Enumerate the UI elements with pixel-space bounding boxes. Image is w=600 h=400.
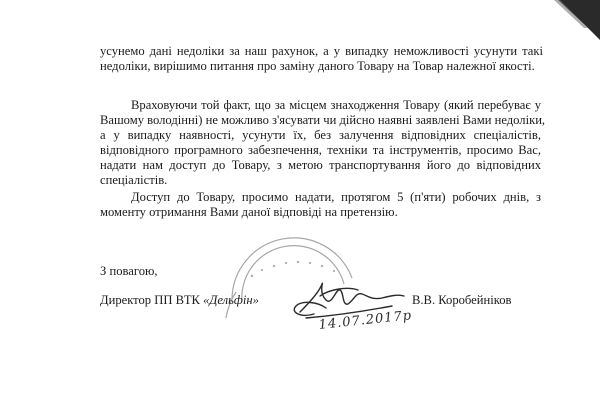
paragraph-1-line-2: недоліки, вирішимо питання про заміну даного Товару на Товар належної якості. — [100, 59, 535, 73]
company-name: «Дельфін» — [203, 293, 259, 307]
closing-phrase: З повагою, — [100, 264, 158, 278]
handwritten-date: 14.07.2017р — [318, 308, 413, 333]
paragraph-3-line-2: моменту отримання Вами даної відповіді на претензію. — [100, 205, 398, 219]
paragraph-3-line-1: Доступ до Товару, просимо надати, протягом 5 (п'яти) робочих днів, з — [131, 190, 541, 204]
director-position-text: Директор ПП ВТК — [100, 293, 200, 307]
director-name: В.В. Коробейніков — [412, 293, 512, 307]
paragraph-2-line-1: Враховуючи той факт, що за місцем знаходження Товару (який перебуває у — [131, 98, 541, 112]
paragraph-2-line-3: а у випадку наявності, усунути їх, без залучення відповідних спеціалістів, — [100, 128, 541, 142]
paragraph-2-line-6: спеціалістів. — [100, 173, 168, 187]
paragraph-2-line-2: Вашому володінні) не можливо з'ясувати чи дійсно наявні заявлені Вами недоліки, — [100, 113, 546, 127]
paragraph-1-line-1: усунемо дані недоліки за наш рахунок, а у випадку неможливості усунути такі — [100, 44, 543, 58]
paragraph-2-line-4: відповідного програмного забезпечення, техніки та інструментів, просимо Вас, — [100, 143, 541, 157]
paragraph-2-line-5: надати нам доступ до Товару, з метою транспортування його до відповідних — [100, 158, 541, 172]
